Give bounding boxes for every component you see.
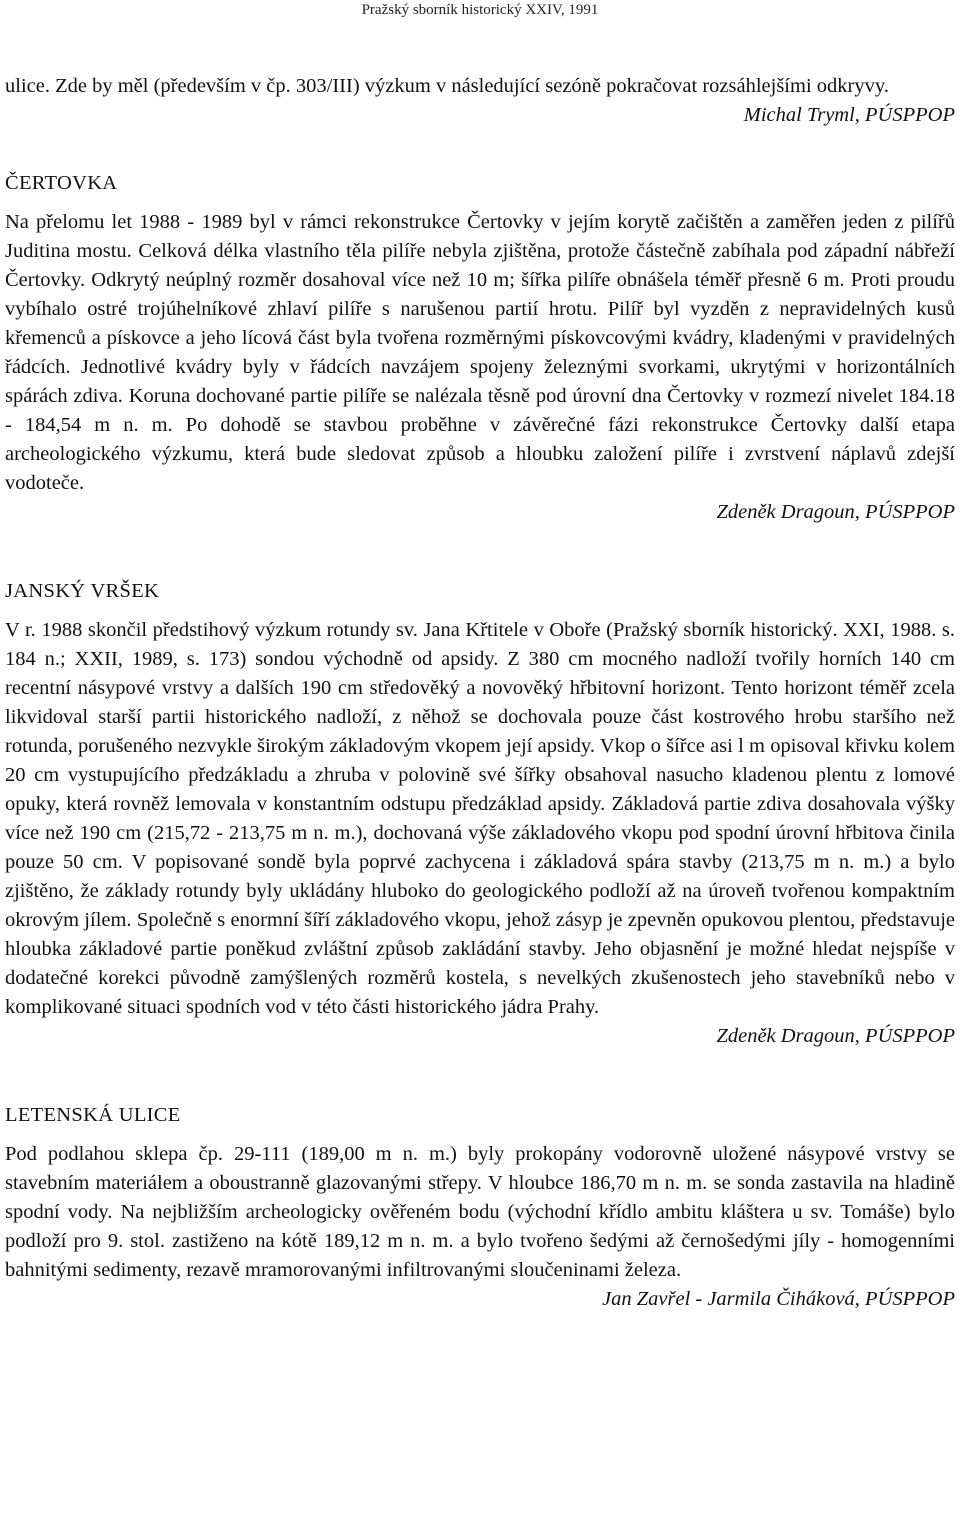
section-heading: JANSKÝ VRŠEK xyxy=(5,580,160,602)
section-letenska-ulice xyxy=(5,1101,955,1314)
section-heading: LETENSKÁ ULICE xyxy=(5,1104,181,1126)
section-body: V r. 1988 skončil předstihový výzkum rotundy sv. Jana Křtitele v Oboře (Pražský sborník historický. XXI, 1988. s. 184 n.; XXII, 1989, s. 173) sondou východně od apsidy. Z 380 cm mocného nadloží tvořily horních 140 cm recentní násypové vrstvy a dalších 190 cm středověký a novověký hřbitovní horizont. Tento horizont téměř zcela likvidoval starší partii historického nadloží, z něhož se dochovala pouze část kostrového hrobu staršího než rotunda, porušeného nezvykle širokým základovým vkopem její apsidy. Vkop o šířce asi l m opisoval křivku kolem 20 cm vystupujícího předzákladu a zhruba v polovině své šířky obsahoval nasucho kladenou plentu z lomové opuky, která rovněž lemovala v konstantním odstupu předzáklad apsidy. Základová partie zdiva dosahovala výšky více než 190 cm (215,72 - 213,75 m n. m.), dochovaná výše základového vkopu pod spodní úrovní hřbitova činila pouze 50 cm. V popisované sondě byla poprvé zachycena i základová spára stavby (213,75 m n. m.) a bylo zjištěno, že základy rotundy byly ukládány hluboko do geologického podloží až na úroveň tvořenou kompaktním okrovým jílem. Společně s enormní šíří základového vkopu, jehož zásyp je zpevněn opukovou plentou, představuje hloubka základové partie poněkud zvláštní způsob zakládání stavby. Jeho objasnění je možné hledat nejspíše v dodatečné korekci původně zamýšlených rozměrů kostela, s nevelkých zkušenostech jeho stavebníků nebo v komplikované situaci spodních vod v této části historického jádra Prahy. xyxy=(5,619,955,1018)
author-signature: Zdeněk Dragoun, PÚSPPOP xyxy=(716,1025,955,1047)
section-body: Pod podlahou sklepa čp. 29-111 (189,00 m n. m.) byly prokopány vodorovně uložené násypové vrstvy se stavebním materiálem a oboustranně glazovanými střepy. V hloubce 186,70 m n. m. se sonda zastavila na hladině spodní vody. Na nejbližším archeologicky ověřeném bodu (východní křídlo ambitu kláštera u sv. Tomáše) bylo podloží pro 9. stol. zastiženo na kótě 189,12 m n. m. a bylo tvořeno šedými až černošedými jíly - homogenními bahnitými sedimenty, rezavě mramorovanými infiltrovanými sloučeninami železa. xyxy=(5,1143,955,1281)
section-jansky-vrsek xyxy=(5,577,955,1051)
section-body: Na přelomu let 1988 - 1989 byl v rámci rekonstrukce Čertovky v jejím korytě začištěn a zaměřen jeden z pilířů Juditina mostu. Celková délka vlastního těla pilíře nebyla zjištěna, protože částečně zabíhala pod západní nábřeží Čertovky. Odkrytý neúplný rozměr dosahoval více než 10 m; šířka pilíře obnášela téměř přesně 6 m. Proti proudu vybíhalo ostré trojúhelníkové zhlaví pilíře s narušenou partií hrotu. Pilíř byl vyzděn z nepravidelných kusů křemenců a pískovce a jeho lícová část byla tvořena rozměrnými pískovcovými kvádry, kladenými v pravidelných řádcích. Jednotlivé kvádry byly v řádcích navzájem spojeny železnými svorkami, ukrytými v horizontálních spárách zdiva. Koruna dochované partie pilíře se nalézala těsně pod úrovní dna Čertovky v rozmezí nivelet 184.18 - 184,54 m n. m. Po dohodě se stavbou proběhne v závěrečné fázi rekonstrukce Čertovky další etapa archeologického výzkumu, která bude sledovat způsob a hloubku založení pilíře i zvrstvení náplavů zdejší vodoteče. xyxy=(5,211,955,494)
section-heading: ČERTOVKA xyxy=(5,172,118,194)
section-certovka xyxy=(5,169,955,527)
author-signature: Zdeněk Dragoun, PÚSPPOP xyxy=(716,501,955,523)
running-header: Pražský sborník historický XXIV, 1991 xyxy=(361,2,599,18)
document-page xyxy=(5,0,955,1314)
author-signature: Michal Tryml, PÚSPPOP xyxy=(743,104,955,126)
section-continuation xyxy=(5,72,955,130)
author-signature: Jan Zavřel - Jarmila Čiháková, PÚSPPOP xyxy=(602,1288,955,1310)
paragraph-continuation: ulice. Zde by měl (především v čp. 303/III) výzkum v následující sezóně pokračovat rozsáhlejšími odkryvy. xyxy=(5,75,889,97)
